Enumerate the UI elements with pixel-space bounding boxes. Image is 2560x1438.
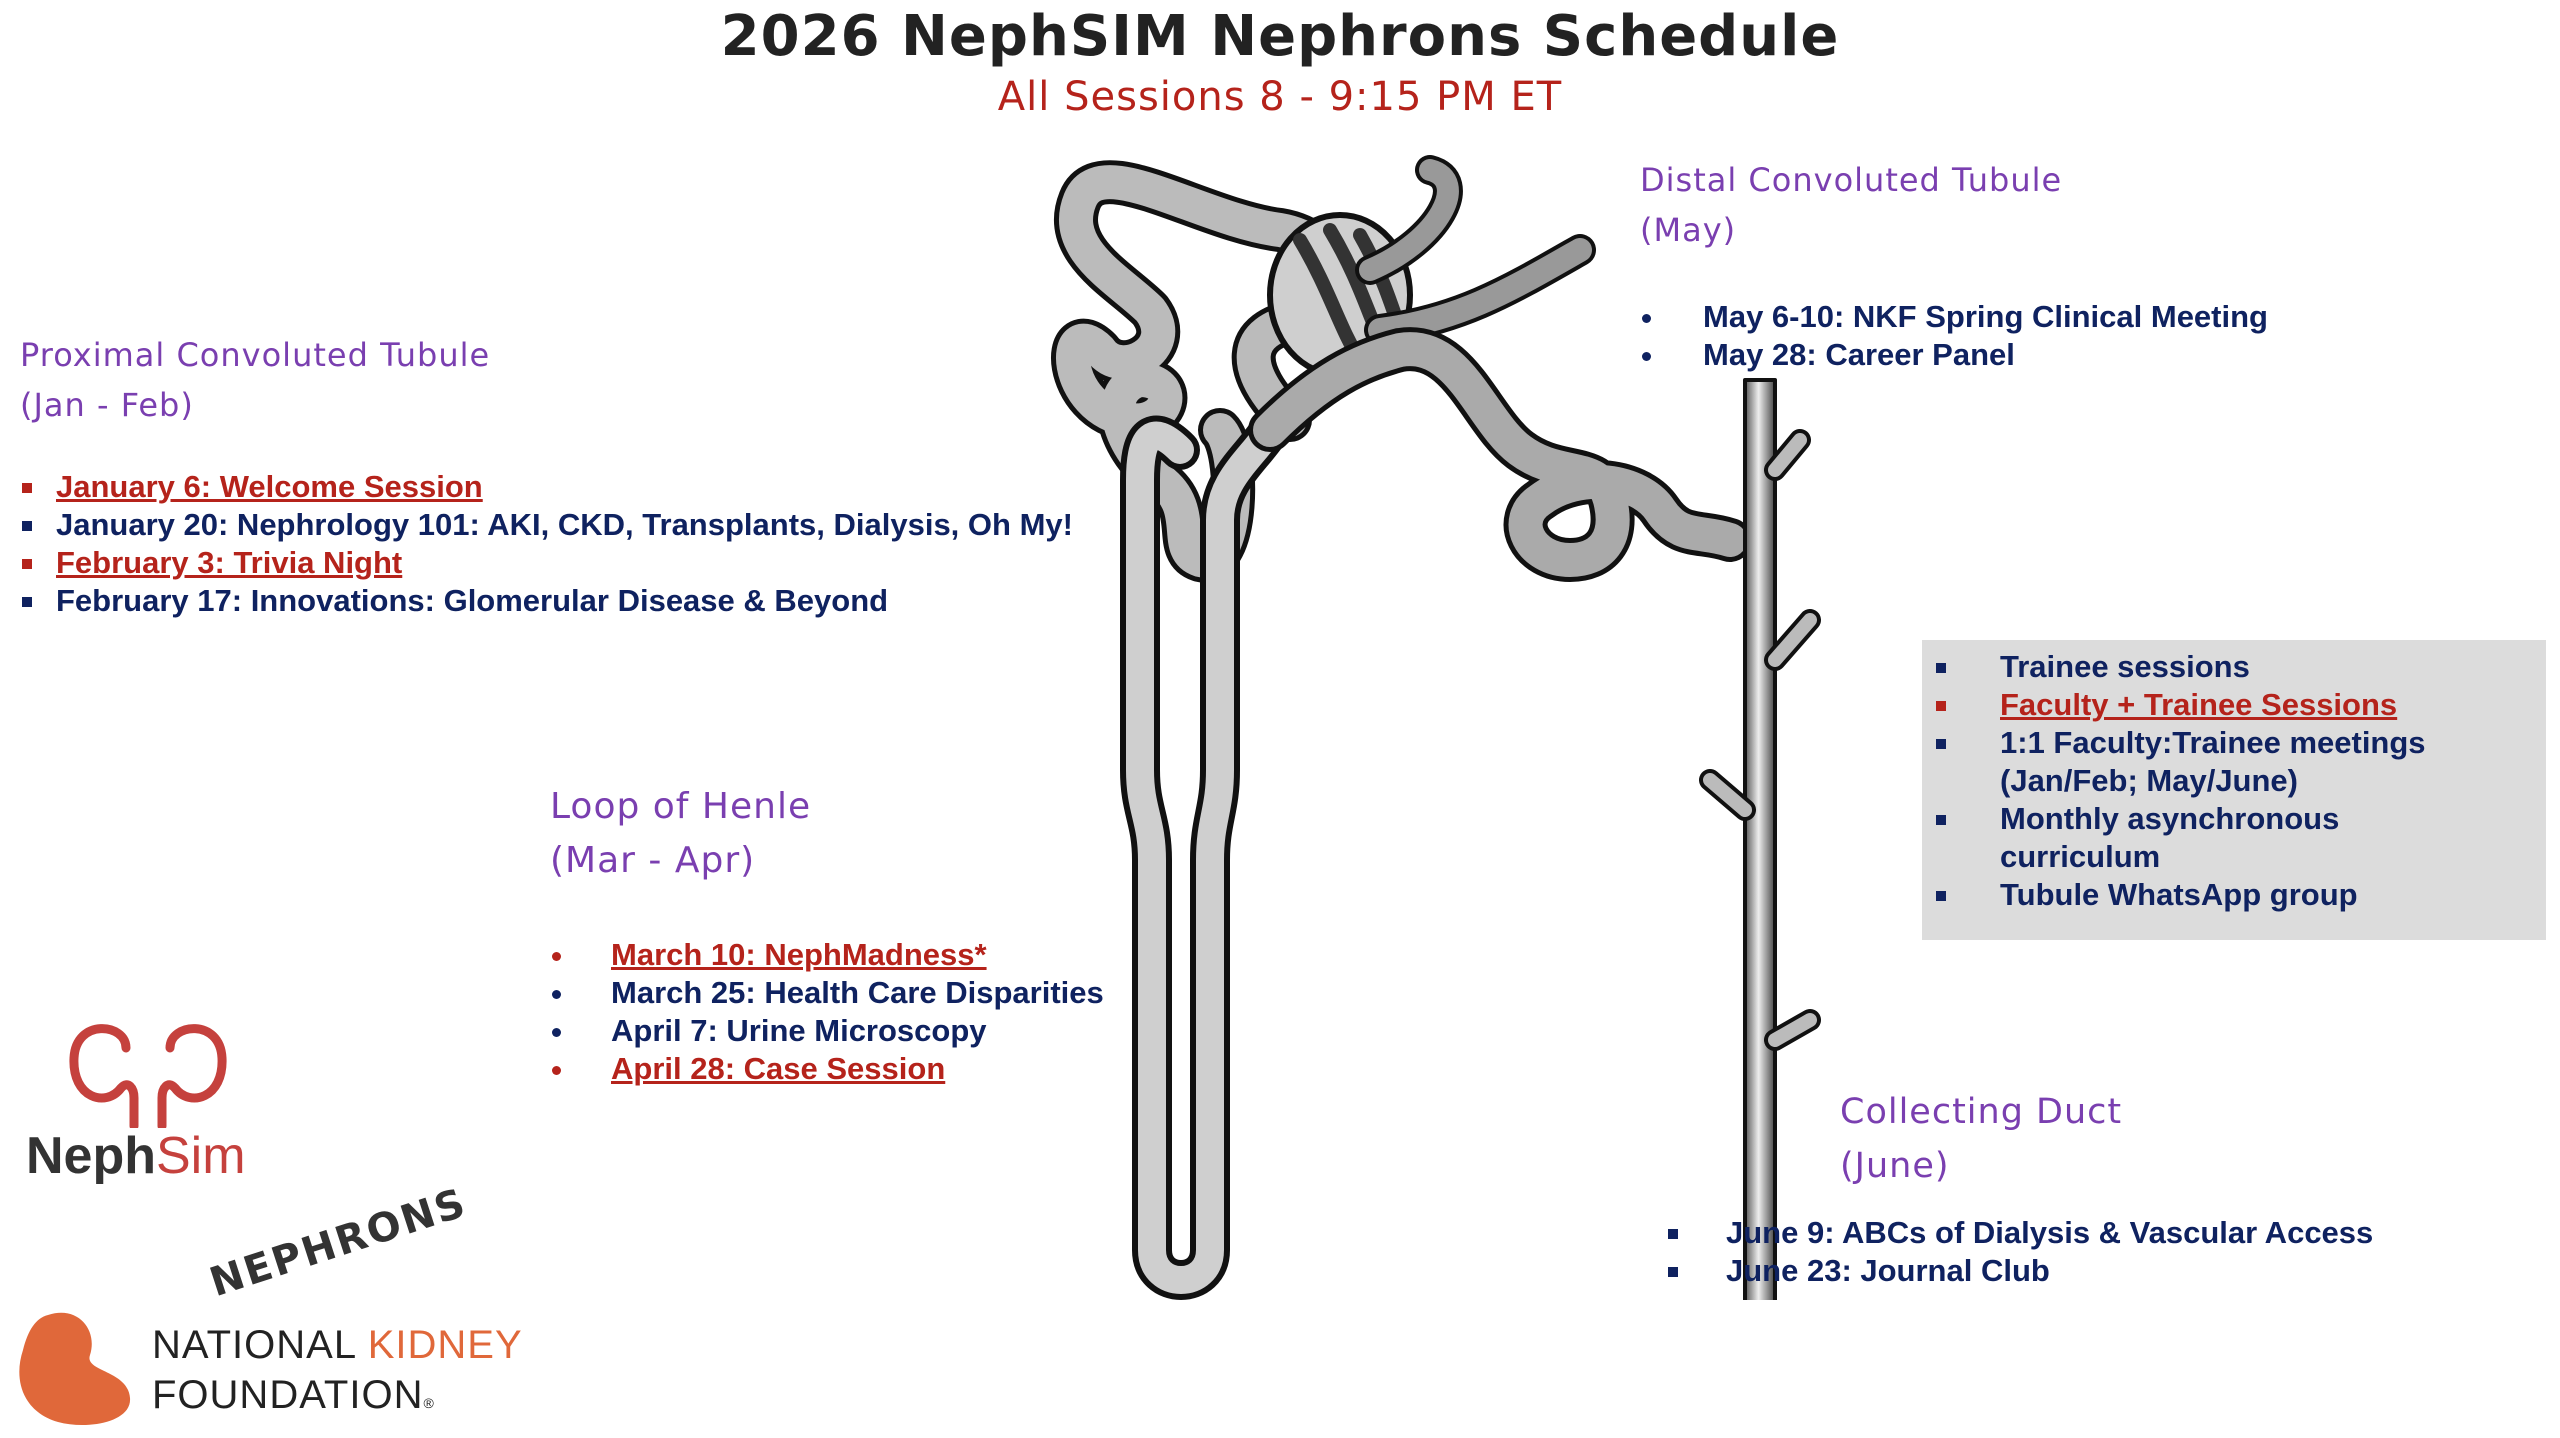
square-bullet-icon [1936,815,1946,825]
square-bullet-icon [1668,1229,1678,1239]
dot-bullet-icon [1642,314,1651,323]
section-title: Loop of Henle [550,786,812,827]
dot-bullet-icon [552,1066,561,1075]
section-months: (May) [1640,211,1737,249]
list-item: February 3: Trivia Night [22,544,1073,582]
dot-bullet-icon [552,952,561,961]
section-title: Collecting Duct [1840,1092,2123,1132]
page-subtitle: All Sessions 8 - 9:15 PM ET [997,74,1563,120]
section-months: (Jan - Feb) [20,386,194,424]
section-loop-of-henle [550,780,811,888]
list-item: February 17: Innovations: Glomerular Disease & Beyond [22,582,1073,620]
nephsim-kidney-icon [66,1018,230,1128]
list-item: June 9: ABCs of Dialysis & Vascular Access [1668,1214,2373,1252]
list-item: April 28: Case Session [552,1050,1104,1088]
section-months: (June) [1840,1146,1950,1186]
section-collecting-duct [1840,1085,2122,1193]
legend-item: Monthly asynchronous curriculum [1936,800,2546,876]
legend-list [1936,648,2546,914]
square-bullet-icon [1936,891,1946,901]
loop-session-list [552,936,1104,1088]
dot-bullet-icon [552,990,561,999]
square-bullet-icon [1936,663,1946,673]
list-item: May 28: Career Panel [1642,336,2268,374]
list-item: May 6-10: NKF Spring Clinical Meeting [1642,298,2268,336]
section-months: (Mar - Apr) [550,840,756,881]
nephsim-logo-text: NephSim [26,1127,246,1185]
page-title: 2026 NephSIM Nephrons Schedule [720,4,1840,69]
square-bullet-icon [22,521,32,531]
collecting-session-list [1668,1214,2373,1290]
list-item: January 20: Nephrology 101: AKI, CKD, Transplants, Dialysis, Oh My! [22,506,1073,544]
square-bullet-icon [1668,1267,1678,1277]
legend-item: Trainee sessions [1936,648,2546,686]
legend-item: Faculty + Trainee Sessions [1936,686,2546,724]
legend-item: 1:1 Faculty:Trainee meetings (Jan/Feb; May/June) [1936,724,2546,800]
nkf-kidney-bean-icon [18,1310,138,1428]
list-item: June 23: Journal Club [1668,1252,2373,1290]
square-bullet-icon [22,559,32,569]
nkf-logo-text: NATIONAL KIDNEY FOUNDATION® [152,1323,523,1417]
list-item: April 7: Urine Microscopy [552,1012,1104,1050]
section-distal-tubule [1640,155,2062,255]
section-title: Distal Convoluted Tubule [1640,161,2063,199]
list-item: January 6: Welcome Session [22,468,1073,506]
square-bullet-icon [1936,701,1946,711]
legend-item: Tubule WhatsApp group [1936,876,2546,914]
dot-bullet-icon [552,1028,561,1037]
square-bullet-icon [1936,739,1946,749]
list-item: March 10: NephMadness* [552,936,1104,974]
dot-bullet-icon [1642,352,1651,361]
proximal-session-list [22,468,1073,620]
legend-box [1922,640,2546,940]
list-item: March 25: Health Care Disparities [552,974,1104,1012]
square-bullet-icon [22,483,32,493]
distal-session-list [1642,298,2268,374]
square-bullet-icon [22,597,32,607]
nephron-icon [1040,120,1920,1300]
nephrons-stamp: NEPHRONS [204,1179,473,1307]
section-proximal-tubule [20,330,490,430]
section-title: Proximal Convoluted Tubule [20,336,491,374]
